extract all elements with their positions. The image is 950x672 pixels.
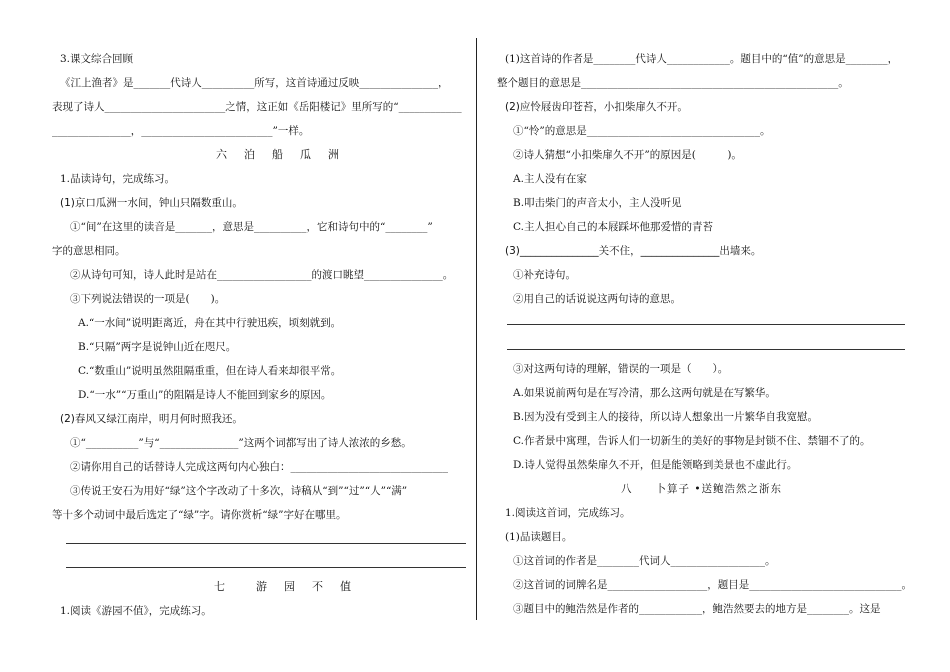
text-line: ②诗人猜想“小扣柴扉久不开”的原因是( )。 (513, 149, 742, 161)
question-heading: 1.阅读《游园不值》，完成练习。 (60, 605, 212, 617)
text-line: ②这首词的词牌名是___________________，题目是_____________________________。 (513, 579, 912, 591)
text-line: ①补充诗句。 (513, 269, 576, 281)
option-a: A.如果说前两句是在写冷清，那么这两句就是在写繁华。 (513, 387, 776, 399)
question-heading: 1.阅读这首词，完成练习。 (505, 507, 631, 519)
option-c: C.作者景中寓理，告诉人们一切新生的美好的事物是封锁不住、禁锢不了的。 (513, 435, 871, 447)
text-line: _______________，_________________________”一样。 (52, 125, 310, 137)
answer-line (66, 567, 466, 568)
option-b: B.因为没有受到主人的接待，所以诗人想象出一片繁华自我宽慰。 (513, 411, 819, 423)
text-line: (1)品读题目。 (505, 531, 573, 543)
lesson-title: 七 游 园 不 值 (214, 580, 354, 593)
text-line: ③传说王安石为用好“绿”这个字改动了十多次，诗稿从“到”“过”“人”“满” (70, 485, 408, 497)
poem-line: (3)_______________关不住，_______________出墙来。 (505, 245, 762, 257)
option-c: C.主人担心自己的本屐踩坏他那爱惜的青苔 (513, 221, 713, 233)
poem-line: (2)春风又绿江南岸，明月何时照我还。 (60, 413, 243, 425)
option-d: D.“一水”“万重山”的阻隔是诗人不能回到家乡的原因。 (78, 389, 332, 401)
text-line: ③下列说法错误的一项是( )。 (70, 293, 226, 305)
option-b: B.叩击柴门的声音太小，主人没听见 (513, 197, 682, 209)
text-line: ①“怜”的意思是_________________________________。 (513, 125, 771, 137)
poem-line: (1)京口瓜洲一水间，钟山只隔数重山。 (60, 197, 243, 209)
section-heading: 3.课文综合回顾 (60, 53, 134, 65)
answer-line (66, 543, 466, 544)
text-line: ③对这两句诗的理解，错误的一项是（ ）。 (513, 363, 729, 375)
text-line: 《江上渔者》是_______代诗人__________所写，这首诗通过反映_______________， (60, 77, 449, 89)
option-c: C.“数重山”说明虽然阻隔重重，但在诗人看来却很平常。 (78, 365, 342, 377)
text-line: ③题目中的鲍浩然是作者的____________，鲍浩然要去的地方是________。这是 (513, 603, 881, 615)
column-divider (476, 38, 477, 620)
lesson-title: 六 泊 船 瓜 洲 (216, 148, 342, 161)
poem-line: (2)应怜屐齿印苍苔，小扣柴扉久不开。 (505, 101, 688, 113)
text-line: ②请你用自己的话替诗人完成这两句内心独白：______________________________ (70, 461, 448, 473)
text-line: 整个题目的意思是_________________________________________________。 (497, 77, 849, 89)
option-d: D.诗人觉得虽然柴扉久不开，但是能领略到美景也不虚此行。 (513, 459, 798, 471)
answer-line (507, 324, 905, 325)
text-line: 等十多个动词中最后选定了“绿”字。请你赏析“绿”字好在哪里。 (52, 509, 347, 521)
option-a: A.主人没有在家 (513, 173, 587, 185)
option-b: B.“只隔”两字是说钟山近在咫尺。 (78, 341, 237, 353)
question-heading: 1.品读诗句，完成练习。 (60, 173, 176, 185)
text-line: ①这首词的作者是________代词人__________________。 (513, 555, 776, 567)
text-line: ②用自己的话说说这两句诗的意思。 (513, 293, 681, 305)
text-line: (1)这首诗的作者是________代诗人____________。题目中的“值”的意思是________， (505, 53, 899, 65)
answer-line (507, 349, 905, 350)
text-line: ②从诗句可知，诗人此时是站在__________________的渡口眺望_______________。 (70, 269, 454, 281)
text-line: ①“间”在这里的读音是_______，意思是__________，它和诗句中的“________” (70, 221, 433, 233)
text-line: ①“__________”与“_______________”这两个词都写出了诗人浓浓的乡愁。 (70, 437, 412, 449)
text-line: 表现了诗人_______________________之情，这正如《岳阳楼记》里所写的“____________ (52, 101, 462, 113)
lesson-title: 八 卜算子 •送鲍浩然之浙东 (621, 483, 783, 495)
option-a: A.“一水间”说明距离近，舟在其中行驶迅疾，顷刻就到。 (78, 317, 342, 329)
text-line: 字的意思相同。 (52, 245, 126, 257)
